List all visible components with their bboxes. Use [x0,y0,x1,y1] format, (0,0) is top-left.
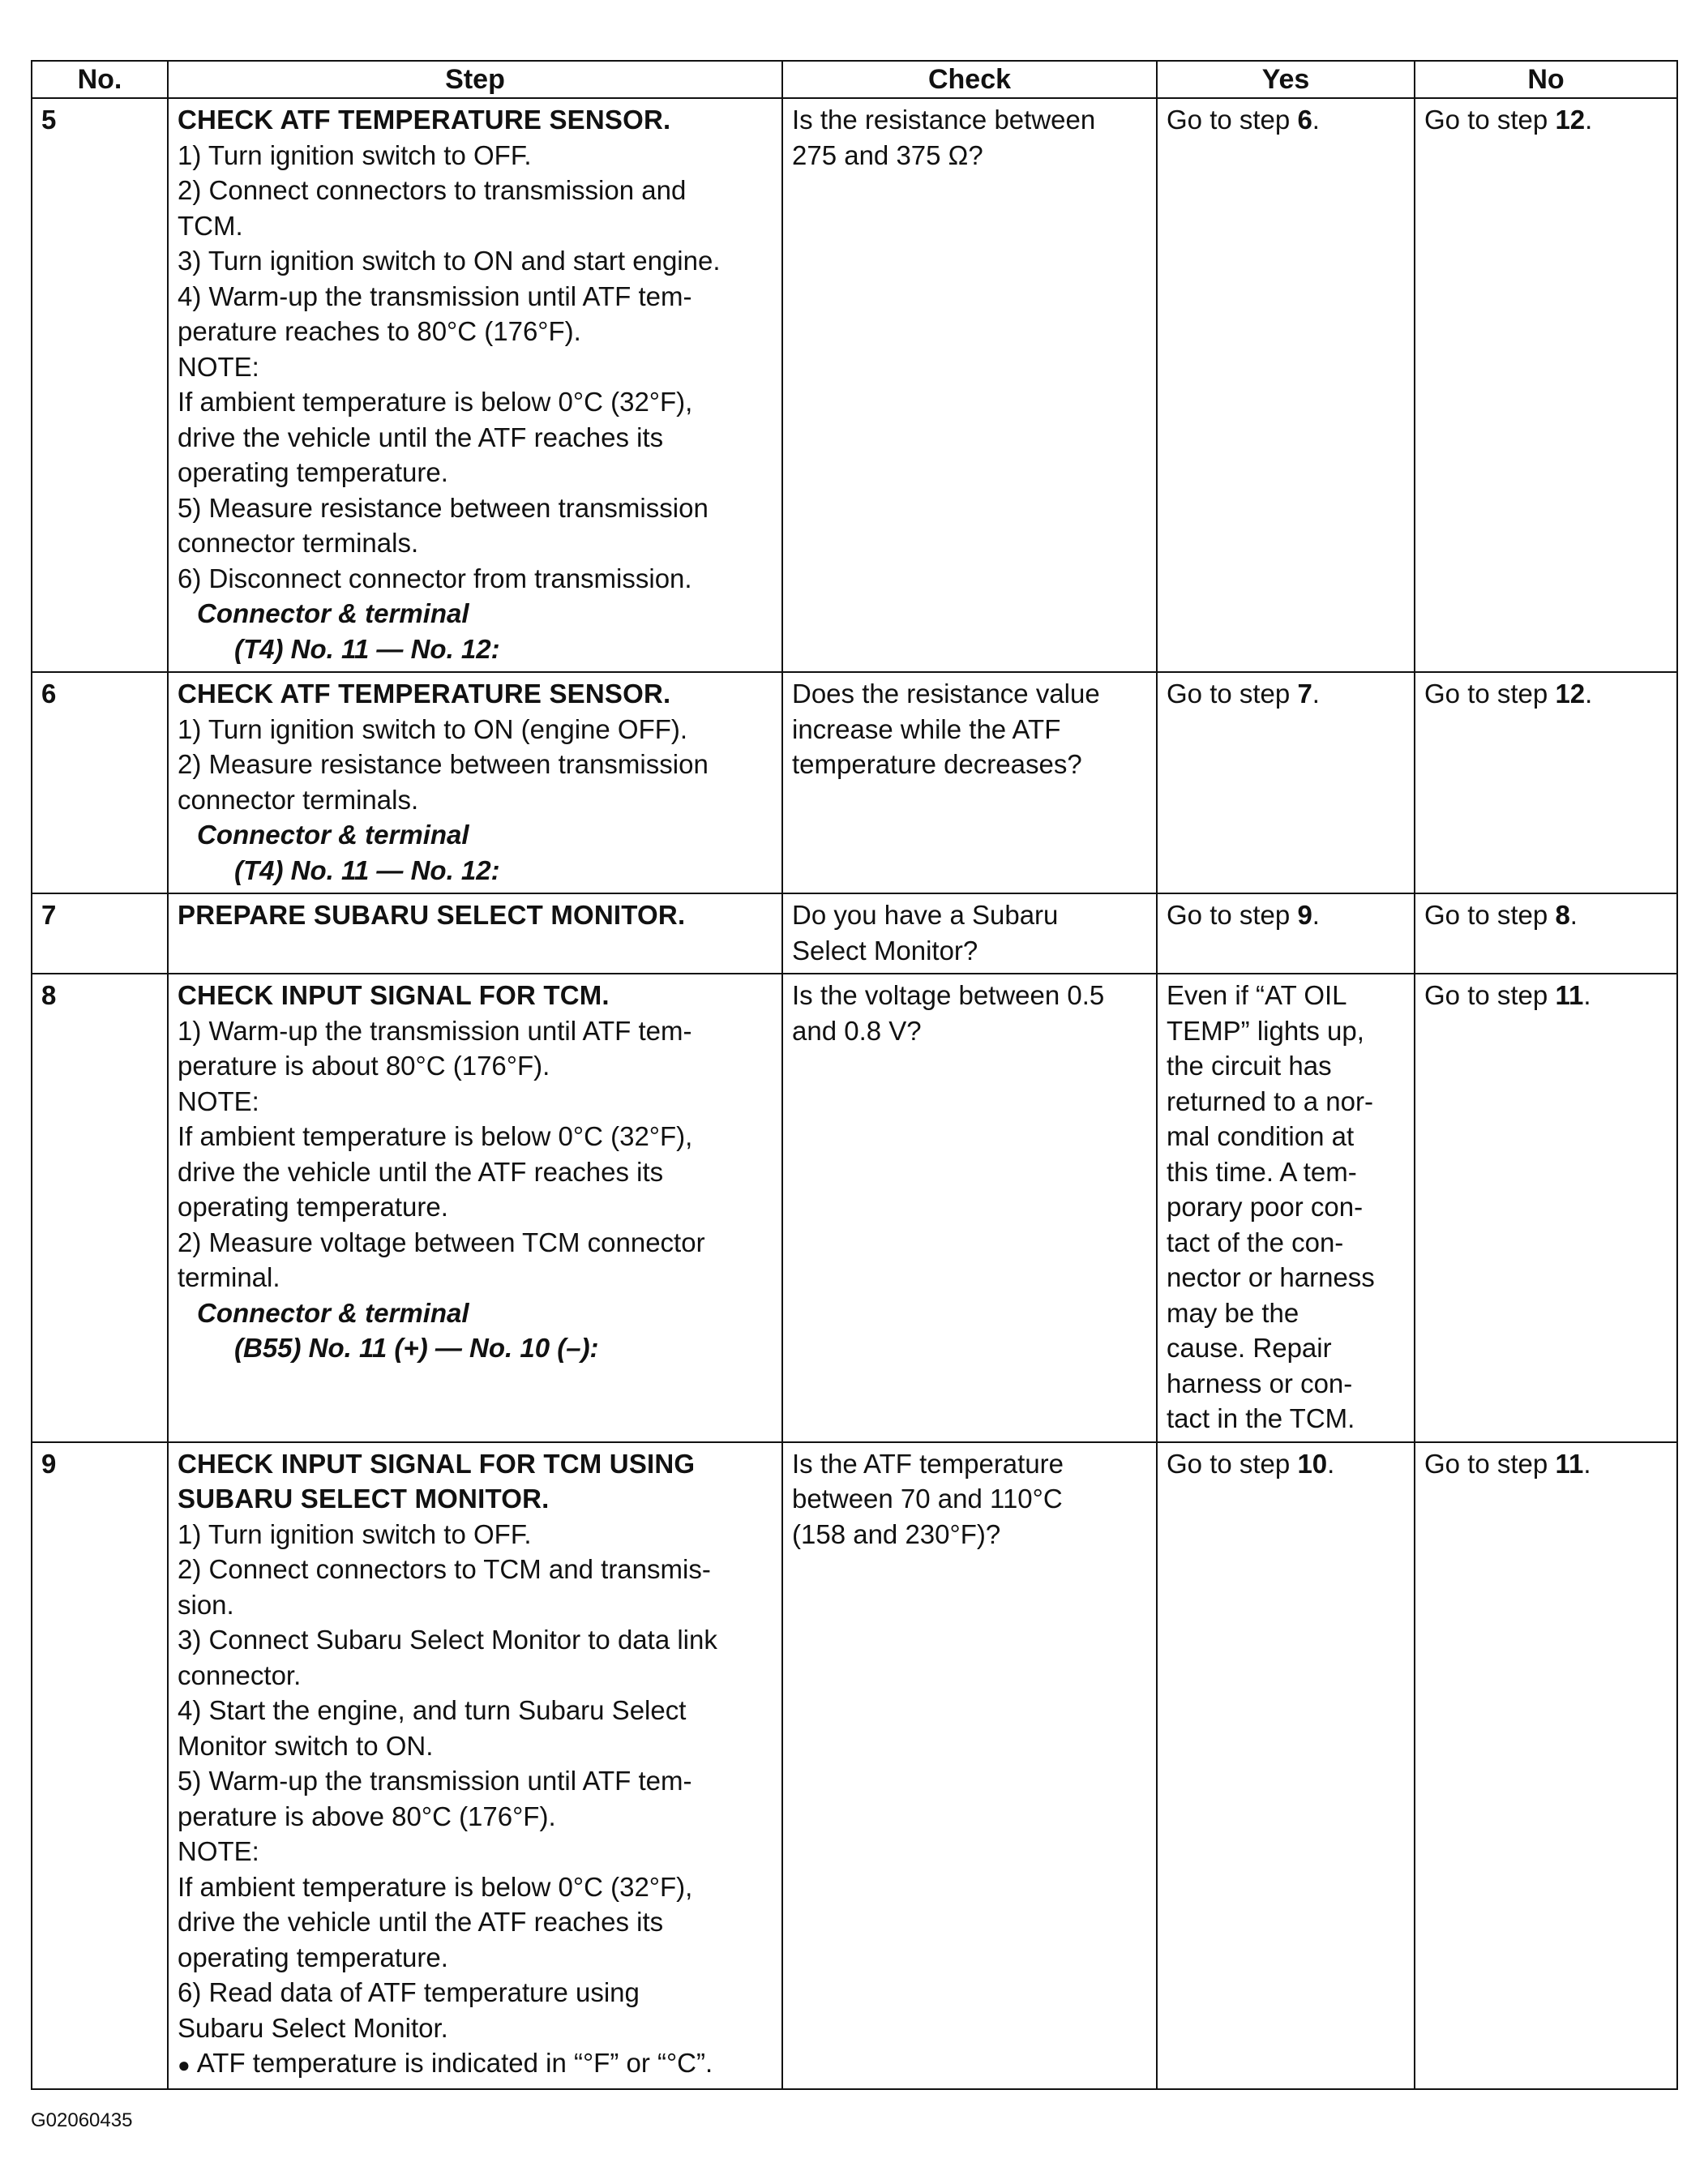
no-cell [1415,672,1677,893]
step-line: Monitor switch to ON. [178,1730,434,1761]
step-line: 5) Warm-up the transmission until ATF tem- [178,1766,692,1796]
step-line: 1) Turn ignition switch to OFF. [178,1518,532,1549]
yes-line: returned to a nor- [1167,1086,1373,1116]
step-cell [168,672,782,893]
no-cell [1415,98,1677,672]
yes-line: tact in the TCM. [1167,1403,1355,1433]
header-step: Step [168,61,782,98]
no-cell [1415,893,1677,974]
yes-step-number: 10 [1297,1448,1328,1479]
bullet-icon: ● [178,2053,191,2077]
step-line: drive the vehicle until the ATF reaches its [178,1156,664,1187]
yes-end: . [1312,105,1320,135]
step-line: 2) Connect connectors to TCM and transmis- [178,1554,711,1584]
step-line: drive the vehicle until the ATF reaches its [178,1907,664,1937]
step-number: 9 [32,1442,168,2089]
yes-step-number: 9 [1297,900,1312,930]
step-number: 6 [32,672,168,893]
step-line: perature reaches to 80°C (176°F). [178,316,581,346]
yes-cell [1157,98,1415,672]
bullet-item [178,2045,773,2083]
step-cell [168,974,782,1442]
no-end: . [1585,105,1593,135]
header-row [32,61,1677,98]
yes-text: Go to step [1167,900,1298,930]
yes-text: Go to step [1167,1448,1298,1479]
yes-cell [1157,1442,1415,2089]
yes-line: may be the [1167,1297,1299,1328]
check-cell [782,893,1157,974]
check-line: Do you have a Subaru [792,900,1059,930]
check-line: between 70 and 110°C [792,1484,1063,1514]
step-line: If ambient temperature is below 0°C (32°F), [178,1121,693,1151]
step-line: 4) Warm-up the transmission until ATF tem- [178,280,692,311]
check-line: Is the voltage between 0.5 [792,980,1105,1010]
connector-terminal-label: Connector & terminal [197,1297,469,1328]
header-yes: Yes [1157,61,1415,98]
header-check: Check [782,61,1157,98]
check-line: Is the resistance between [792,105,1096,135]
yes-step-number: 7 [1297,679,1312,709]
yes-line: harness or con- [1167,1368,1353,1398]
no-cell [1415,1442,1677,2089]
check-cell [782,1442,1157,2089]
no-text: Go to step [1424,1448,1556,1479]
no-cell [1415,974,1677,1442]
yes-cell [1157,672,1415,893]
step-title: CHECK INPUT SIGNAL FOR TCM. [178,980,610,1010]
step-line: operating temperature. [178,1192,448,1222]
yes-line: TEMP” lights up, [1167,1015,1364,1046]
step-line: 3) Turn ignition switch to ON and start engine. [178,246,721,276]
no-end: . [1583,980,1591,1010]
step-line: NOTE: [178,1836,259,1866]
step-number: 7 [32,893,168,974]
step-line: operating temperature. [178,1942,448,1972]
header-no-result: No [1415,61,1677,98]
check-line: Select Monitor? [792,935,978,966]
yes-line: porary poor con- [1167,1192,1364,1222]
yes-cell [1157,893,1415,974]
step-number: 5 [32,98,168,672]
step-line: NOTE: [178,1086,259,1116]
yes-line: the circuit has [1167,1051,1332,1081]
yes-end: . [1312,679,1320,709]
no-step-number: 11 [1555,1448,1584,1479]
check-cell [782,672,1157,893]
step-line: NOTE: [178,351,259,382]
step-line: If ambient temperature is below 0°C (32°F), [178,387,693,417]
yes-line: cause. Repair [1167,1333,1332,1363]
yes-line: mal condition at [1167,1121,1355,1151]
step-line: TCM. [178,210,243,241]
step-title: PREPARE SUBARU SELECT MONITOR. [178,900,686,930]
yes-line: nector or harness [1167,1262,1375,1292]
step-line: 2) Measure voltage between TCM connector [178,1227,705,1257]
connector-terminal-label: Connector & terminal [197,820,469,850]
step-title: CHECK ATF TEMPERATURE SENSOR. [178,679,671,709]
yes-step-number: 6 [1297,105,1312,135]
step-title: CHECK ATF TEMPERATURE SENSOR. [178,105,671,135]
table-row [32,1442,1677,2089]
check-line: temperature decreases? [792,749,1082,779]
connector-terminal-value: (T4) No. 11 — No. 12: [234,633,500,664]
figure-id: G02060435 [31,2109,133,2131]
step-line: connector. [178,1659,302,1690]
diagnostic-table [31,60,1678,2090]
step-line: terminal. [178,1262,280,1292]
check-line: (158 and 230°F)? [792,1518,1001,1549]
step-cell [168,893,782,974]
yes-line: tact of the con- [1167,1227,1344,1257]
yes-text: Go to step [1167,679,1298,709]
step-line: 6) Disconnect connector from transmission. [178,563,692,593]
step-line: 5) Measure resistance between transmission [178,492,709,523]
step-line: 6) Read data of ATF temperature using [178,1977,640,2007]
table-row [32,98,1677,672]
step-line: operating temperature. [178,457,448,487]
yes-end: . [1312,900,1320,930]
step-line: connector terminals. [178,528,419,558]
step-line: drive the vehicle until the ATF reaches its [178,422,664,452]
step-line: sion. [178,1589,234,1620]
check-line: Is the ATF temperature [792,1448,1064,1479]
yes-cell [1157,974,1415,1442]
no-step-number: 11 [1555,980,1584,1010]
connector-terminal-value: (T4) No. 11 — No. 12: [234,854,500,885]
step-cell [168,1442,782,2089]
check-line: increase while the ATF [792,713,1061,744]
check-line: and 0.8 V? [792,1015,922,1046]
table-row [32,672,1677,893]
connector-terminal-label: Connector & terminal [197,598,469,628]
no-text: Go to step [1424,105,1556,135]
no-end: . [1585,679,1593,709]
step-line: 4) Start the engine, and turn Subaru Select [178,1695,687,1725]
bullet-text: ATF temperature is indicated in “°F” or “°C”. [196,2048,713,2078]
check-cell [782,98,1157,672]
table-row [32,893,1677,974]
no-end: . [1569,900,1578,930]
step-number: 8 [32,974,168,1442]
step-line: perature is about 80°C (176°F). [178,1051,550,1081]
step-title: SUBARU SELECT MONITOR. [178,1484,550,1514]
check-line: Does the resistance value [792,679,1100,709]
step-line: 1) Turn ignition switch to OFF. [178,139,532,170]
yes-text: Go to step [1167,105,1298,135]
step-title: CHECK INPUT SIGNAL FOR TCM USING [178,1448,696,1479]
header-no: No. [32,61,168,98]
step-line: 3) Connect Subaru Select Monitor to data link [178,1625,717,1655]
check-cell [782,974,1157,1442]
no-text: Go to step [1424,900,1556,930]
step-line: perature is above 80°C (176°F). [178,1801,556,1831]
step-line: 2) Connect connectors to transmission and [178,175,687,205]
step-line: Subaru Select Monitor. [178,2012,448,2043]
step-cell [168,98,782,672]
connector-terminal-value: (B55) No. 11 (+) — No. 10 (–): [234,1333,599,1363]
no-end: . [1583,1448,1591,1479]
yes-end: . [1327,1448,1335,1479]
table-row [32,974,1677,1442]
yes-line: this time. A tem- [1167,1156,1357,1187]
check-line: 275 and 375 Ω? [792,139,983,170]
step-line: 1) Warm-up the transmission until ATF tem- [178,1015,692,1046]
no-step-number: 12 [1555,105,1586,135]
yes-line: Even if “AT OIL [1167,980,1347,1010]
step-line: connector terminals. [178,784,419,815]
step-line: If ambient temperature is below 0°C (32°F), [178,1871,693,1902]
no-step-number: 12 [1555,679,1586,709]
no-text: Go to step [1424,679,1556,709]
step-line: 1) Turn ignition switch to ON (engine OFF). [178,713,688,744]
step-line: 2) Measure resistance between transmission [178,749,709,779]
no-text: Go to step [1424,980,1556,1010]
no-step-number: 8 [1555,900,1570,930]
